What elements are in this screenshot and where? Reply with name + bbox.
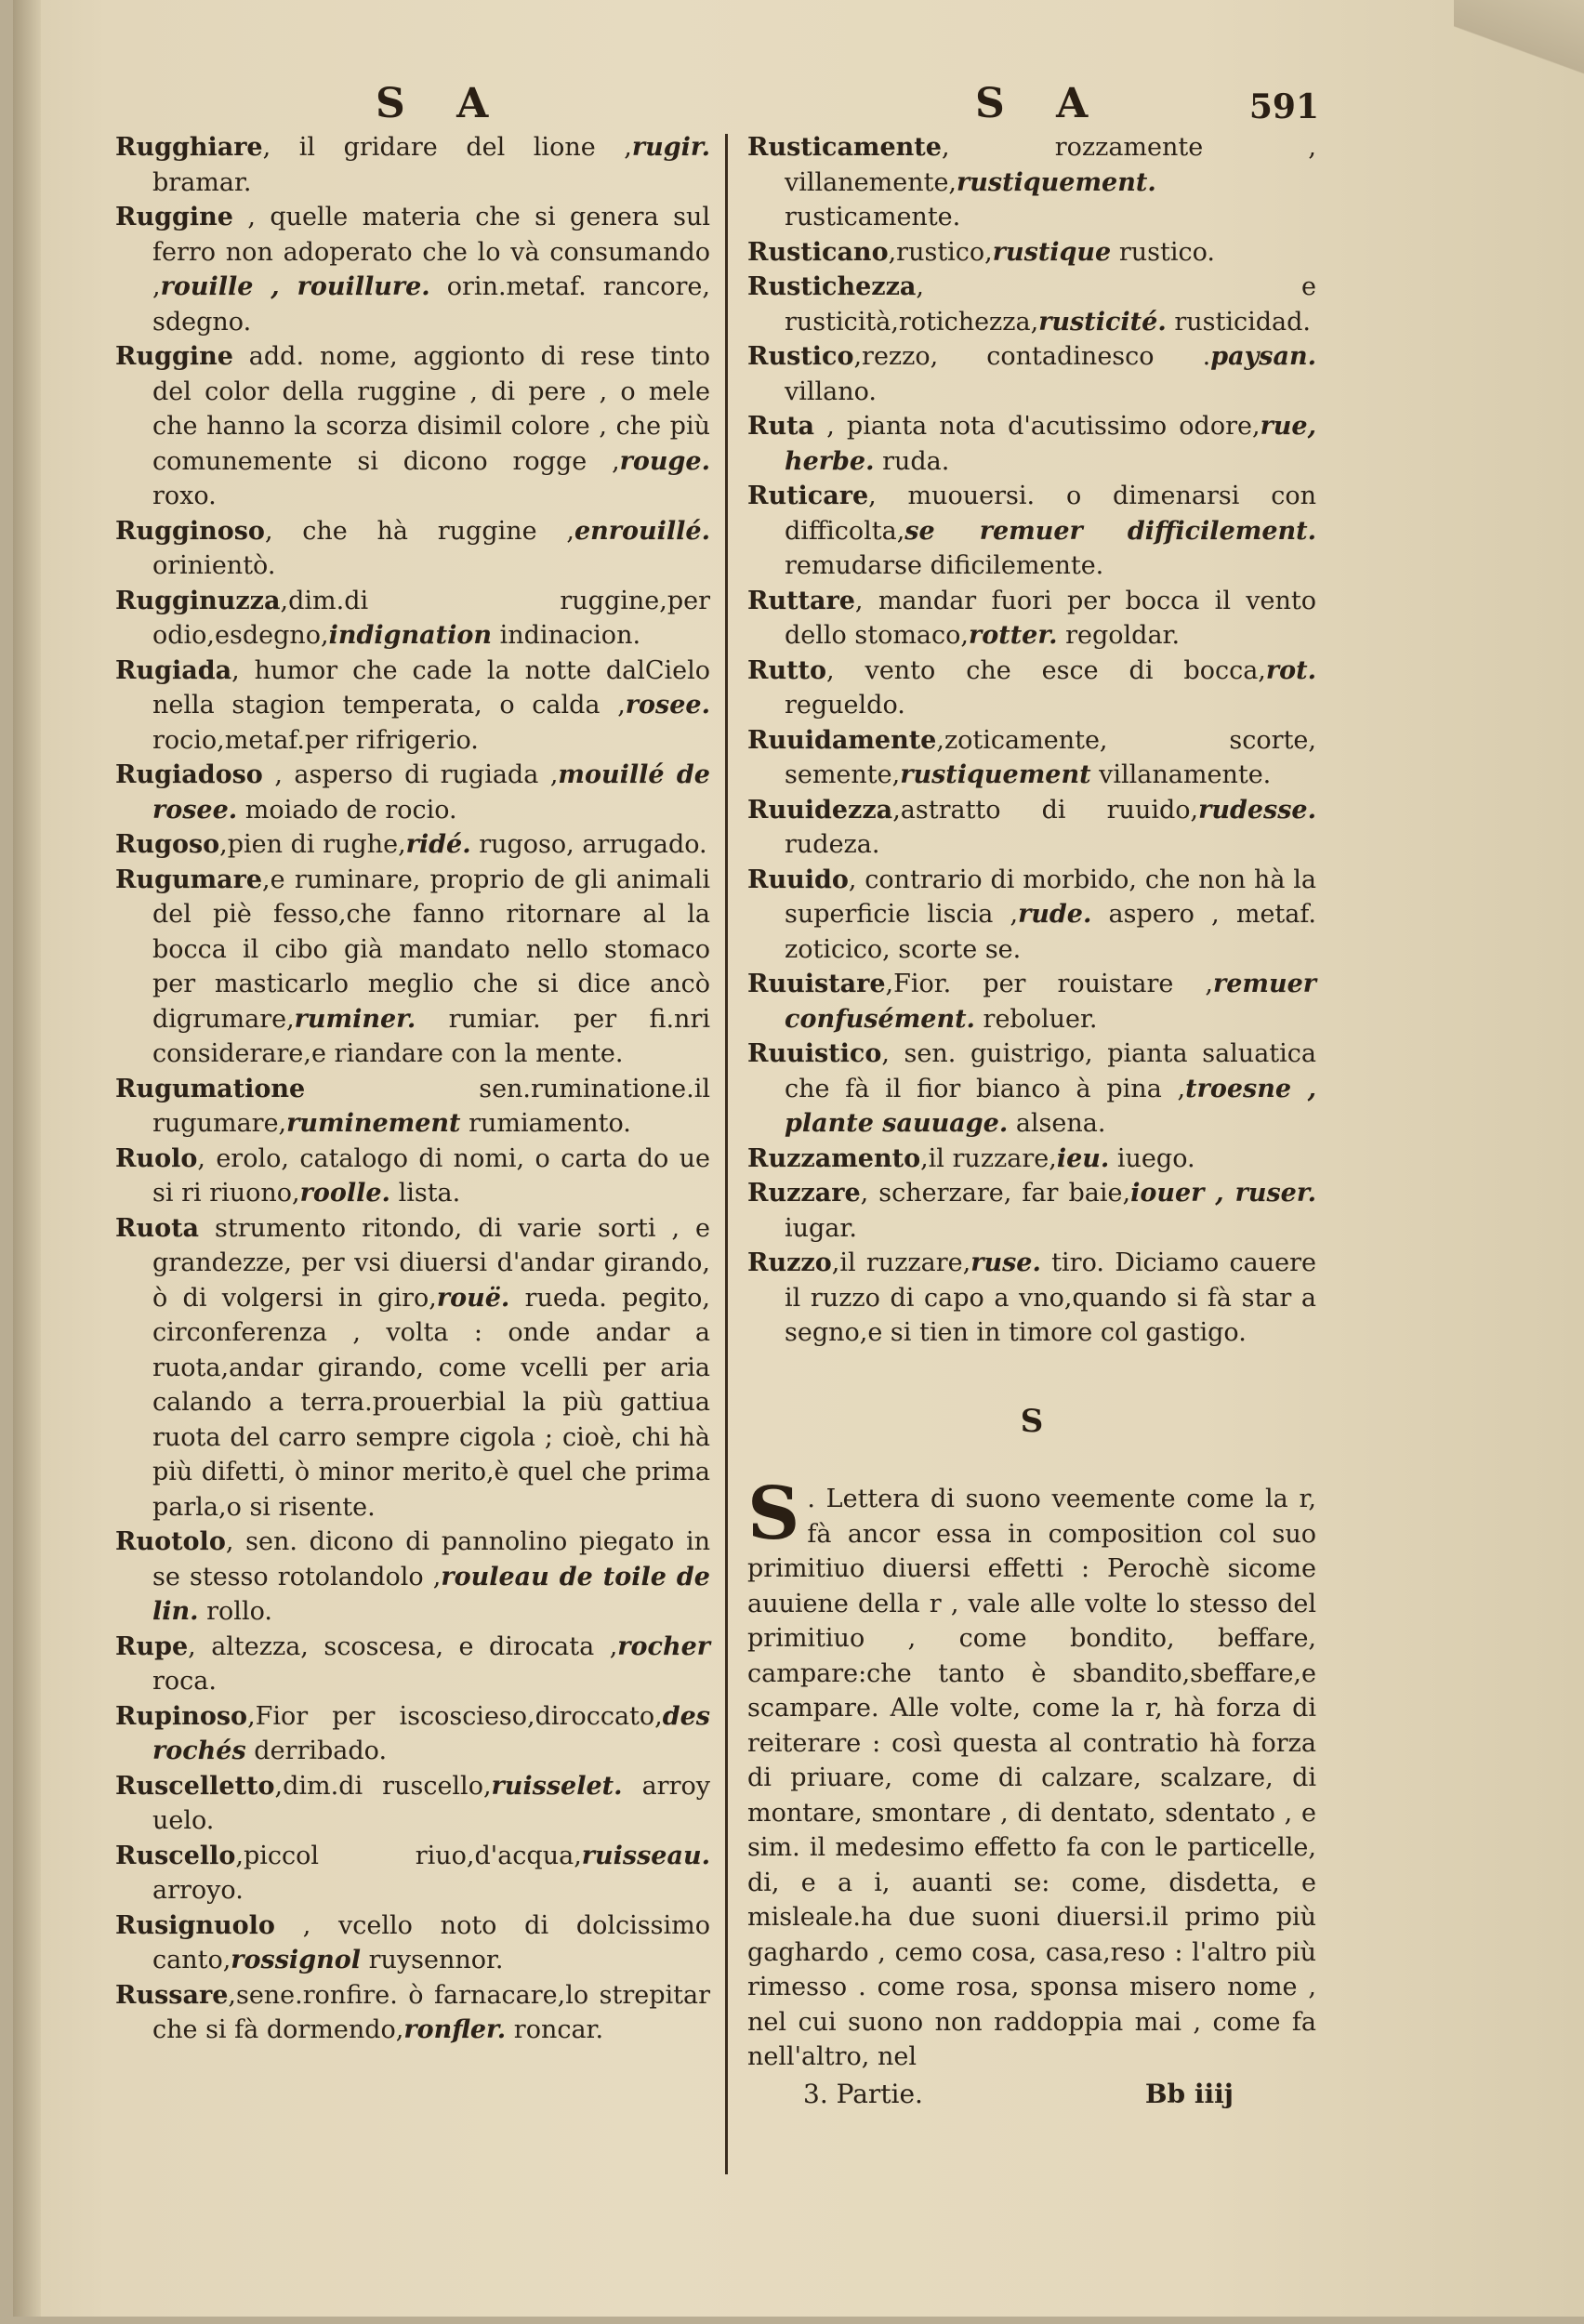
page-number: 591 xyxy=(1248,87,1319,126)
french-equivalent: rosee. xyxy=(625,691,710,720)
entry-definition: rocio,metaf.per rifrigerio. xyxy=(152,725,479,755)
french-equivalent: ruminer. xyxy=(294,1004,416,1034)
entry-definition: , vento che esce di bocca, xyxy=(826,655,1266,685)
entry-definition: , humor che cade la notte dalCielo nella stagion temperata, o calda , xyxy=(152,655,710,720)
french-equivalent: ruse. xyxy=(970,1248,1041,1277)
entry-headword: Rutto xyxy=(747,655,827,685)
french-equivalent: ruminement xyxy=(286,1109,461,1138)
dictionary-entry xyxy=(115,1072,710,1142)
entry-definition: , altezza, scoscesa, e dirocata , xyxy=(188,1631,618,1661)
entry-headword: Rusignuolo xyxy=(115,1910,275,1940)
french-equivalent: rue, herbe. xyxy=(785,412,1316,476)
entry-definition: ,astratto di ruuido, xyxy=(892,795,1199,825)
entry-definition: orin.metaf. rancore, sdegno. xyxy=(152,272,710,337)
entry-definition: rumiar. per fi.nri considerare,e riandare con la mente. xyxy=(152,1004,710,1068)
entry-headword: Ruscelletto xyxy=(115,1771,275,1801)
dictionary-entry xyxy=(747,723,1316,793)
binding-gutter xyxy=(13,0,41,2317)
entry-definition: , scherzare, far baie, xyxy=(860,1179,1131,1208)
entry-headword: Ruzzare xyxy=(747,1179,861,1208)
entry-definition: indinacion. xyxy=(499,621,641,650)
entry-headword: Ruota xyxy=(115,1213,200,1243)
section-heading: S xyxy=(1020,1402,1044,1440)
french-equivalent: rouille , rouillure. xyxy=(160,272,430,301)
folded-corner xyxy=(1454,0,1584,74)
french-equivalent: troesne , plante sauuage. xyxy=(785,1074,1316,1138)
signature-mark: Bb iiij xyxy=(1144,2078,1234,2109)
entry-definition: , rozzamente , villanemente, xyxy=(785,133,1316,197)
dictionary-entry xyxy=(115,1978,710,2048)
french-equivalent: remuer confusément. xyxy=(785,970,1316,1034)
french-equivalent: rude. xyxy=(1018,900,1092,929)
dictionary-entry xyxy=(115,1142,710,1211)
entry-definition: , erolo, catalogo di nomi, o carta do ue si ri riuono, xyxy=(152,1143,710,1208)
page-footer xyxy=(747,2077,1316,2112)
entry-definition: bramar. xyxy=(152,167,252,197)
dictionary-entry xyxy=(747,793,1316,863)
dictionary-entry xyxy=(115,1699,710,1769)
french-equivalent: indignation xyxy=(328,621,493,650)
entry-definition: ,rustico, xyxy=(888,237,993,267)
part-label: 3. Partie. xyxy=(803,2078,923,2109)
french-equivalent: iouer , ruser. xyxy=(1130,1179,1316,1208)
entry-definition: , vcello noto di dolcissimo canto, xyxy=(152,1910,710,1974)
entry-definition: rudeza. xyxy=(785,830,880,859)
entry-headword: Rugghiare xyxy=(115,133,263,162)
dictionary-entry xyxy=(747,1176,1316,1246)
entry-definition: , contrario di morbido, che non hà la superficie liscia , xyxy=(785,865,1316,929)
entry-definition: , mandar fuori per bocca il vento dello stomaco, xyxy=(785,586,1316,650)
entry-headword: Ruuidamente xyxy=(747,725,937,755)
dictionary-entry xyxy=(747,409,1316,479)
dictionary-entry xyxy=(115,1908,710,1978)
entry-definition: ,il ruzzare, xyxy=(920,1143,1057,1173)
entry-headword: Ruolo xyxy=(115,1143,198,1173)
entry-definition: strumento ritondo, di varie sorti , e grandezze, per vsi diuersi d'andar girando, ò di volgersi in giro, xyxy=(152,1213,710,1313)
description-text: . Lettera di suono veemente come la r, fà ancor essa in composition col suo primitiuo diuersi effetti : Perochè sicome auuiene della r , vale alle volte lo stesso del primitiuo , come bondito, beffare, campare:che tanto è sbandito,sbeffare,e scampare. Alle volte, come la r, hà forza di reiterare : così questa al contratio hà forza di priuare, come di calzare, scalzare, di montare, smontare , di dentato, sdentato , e sim. il medesimo effetto fa con le particelle, di, e a i, auanti se: come, disdetta, e misleale.ha due suoni diuersi.il primo più gaghardo , cemo cosa, casa,reso : l'altro più rimesso . come rosa, sponsa misero nome , nel cui suono non raddoppia mai , come fa nell'altro, nel xyxy=(747,1485,1316,2071)
entry-definition: , che hà ruggine , xyxy=(264,516,574,546)
entry-definition: ,il ruzzare, xyxy=(831,1248,971,1277)
entry-headword: Rugumare xyxy=(115,865,263,894)
entry-definition: ,e ruminare, proprio de gli animali del piè fesso,che fanno ritornare al la bocca il cibo già mandato nello stomaco per masticarlo meglio che si dice ancò digrumare, xyxy=(152,865,710,1034)
entry-headword: Ruscello xyxy=(115,1841,236,1870)
entry-headword: Ruggine xyxy=(115,342,233,371)
entry-headword: Ruggine xyxy=(115,203,233,231)
dictionary-entry xyxy=(747,1142,1316,1177)
entry-definition: tiro. Diciamo cauere il ruzzo di capo a vno,quando si fà star a segno,e si tien in timore col gastigo. xyxy=(785,1248,1316,1347)
dictionary-entry xyxy=(747,339,1316,409)
entry-definition: derribado. xyxy=(254,1736,388,1765)
entry-definition: rustico. xyxy=(1118,237,1215,267)
french-equivalent: rustiquement. xyxy=(957,167,1156,197)
entry-definition: rusticidad. xyxy=(1174,307,1311,337)
dictionary-entry xyxy=(115,514,710,584)
dictionary-entry xyxy=(115,1630,710,1699)
entry-definition: rugoso, arrugado. xyxy=(479,830,707,859)
entry-definition: ,dim.di ruggine,per odio,esdegno, xyxy=(152,586,710,650)
entry-definition: regoldar. xyxy=(1065,621,1181,650)
french-equivalent: se remuer difficilement. xyxy=(904,516,1316,546)
entry-headword: Ruta xyxy=(747,412,815,441)
entry-headword: Ruuido xyxy=(747,865,849,894)
french-equivalent: rouge. xyxy=(619,446,710,476)
entry-headword: Ruuistare xyxy=(747,970,886,998)
french-equivalent: rugir. xyxy=(631,133,710,162)
entry-definition: ,sene.ronfire. ò farnacare,lo strepitar che si fà dormendo, xyxy=(152,1980,710,2044)
dictionary-entry xyxy=(115,584,710,654)
entry-definition: rumiamento. xyxy=(469,1109,631,1138)
dictionary-entry xyxy=(747,479,1316,584)
entry-definition: alsena. xyxy=(1015,1109,1106,1138)
french-equivalent: des rochés xyxy=(152,1701,710,1765)
french-equivalent: rouë. xyxy=(436,1283,510,1313)
entry-headword: Ruotolo xyxy=(115,1527,226,1556)
entry-definition: roncar. xyxy=(513,2015,604,2044)
entry-definition: remudarse dificilemente. xyxy=(785,551,1104,580)
entry-definition: roxo. xyxy=(152,482,217,510)
french-equivalent: paysan. xyxy=(1210,342,1316,371)
french-equivalent: rouleau de toile de lin. xyxy=(152,1562,710,1626)
french-equivalent: ieu. xyxy=(1056,1143,1110,1173)
entry-definition: orinientò. xyxy=(152,551,276,580)
dictionary-entry xyxy=(115,827,710,863)
french-equivalent: enrouillé. xyxy=(574,516,710,546)
entry-headword: Rusticamente xyxy=(747,133,942,162)
entry-headword: Ruzzamento xyxy=(747,1143,921,1173)
entry-definition: reboluer. xyxy=(983,1004,1098,1034)
entry-definition: , muouersi. o dimenarsi con difficolta, xyxy=(785,482,1316,546)
entry-definition: regueldo. xyxy=(785,691,905,720)
french-equivalent: rotter. xyxy=(969,621,1058,650)
left-column xyxy=(115,130,710,2048)
entry-definition: , e rusticità,rotichezza, xyxy=(785,272,1316,337)
dictionary-entry xyxy=(115,1211,710,1525)
french-equivalent: rusticité. xyxy=(1038,307,1167,337)
entry-definition: aspero , metaf. zoticico, scorte se. xyxy=(785,900,1316,964)
right-column xyxy=(747,130,1316,2111)
entry-definition: sen.ruminatione.il rugumare, xyxy=(152,1074,710,1138)
entry-definition: ,rezzo, contadinesco . xyxy=(853,342,1211,371)
running-head-right: S A xyxy=(975,80,1107,127)
entry-definition: iugar. xyxy=(785,1213,857,1243)
dictionary-entry xyxy=(115,863,710,1072)
entry-definition: rueda. pegito, circonferenza , volta : onde andar a ruota,andar girando, come vcelli per aria calando a terra.prouerbial la più gattiua ruota del carro sempre cigola ; cioè, chi hà più difetti, ò minor merito,è quel che prima parla,o si risente. xyxy=(152,1283,710,1522)
entry-definition: arroyo. xyxy=(152,1876,244,1905)
entry-headword: Ruuistico xyxy=(747,1039,882,1068)
dictionary-entry xyxy=(747,863,1316,968)
drop-cap: S xyxy=(747,1472,800,1556)
french-equivalent: rudesse. xyxy=(1198,795,1316,825)
entry-headword: Ruticare xyxy=(747,482,869,510)
french-equivalent: rustiquement xyxy=(900,760,1091,789)
entry-definition: rollo. xyxy=(206,1597,272,1626)
french-equivalent: roolle. xyxy=(299,1179,390,1208)
dictionary-entry xyxy=(747,1246,1316,1351)
entry-definition: , sen. guistrigo, pianta saluatica che fà il fior bianco à pina , xyxy=(785,1039,1316,1103)
entry-headword: Rupe xyxy=(115,1631,189,1661)
entry-headword: Rupinoso xyxy=(115,1701,248,1731)
entry-headword: Rugiada xyxy=(115,655,232,685)
dictionary-entry xyxy=(115,1769,710,1839)
dictionary-entry xyxy=(747,130,1316,235)
entry-headword: Ruzzo xyxy=(747,1248,832,1277)
dictionary-entry xyxy=(747,967,1316,1037)
french-equivalent: ridé. xyxy=(405,830,471,859)
entry-definition: , pianta nota d'acutissimo odore, xyxy=(814,412,1261,441)
entry-definition: moiado de rocio. xyxy=(244,795,457,825)
entry-definition: iuego. xyxy=(1116,1143,1195,1173)
french-equivalent: mouillé de rosee. xyxy=(152,760,710,825)
entry-definition: ,zoticamente, scorte, semente, xyxy=(785,725,1316,789)
column-rule xyxy=(725,134,728,2174)
entry-definition: , asperso di rugiada , xyxy=(262,760,559,789)
entry-definition: add. nome, aggionto di rese tinto del color della ruggine , di pere , o mele che hanno la scorza disimil colore , che più comunemente si dicono rogge , xyxy=(152,342,710,476)
dictionary-entry xyxy=(115,1839,710,1908)
entry-headword: Rusticano xyxy=(747,237,889,267)
entry-definition: lista. xyxy=(398,1179,461,1208)
entry-definition: ,dim.di ruscello, xyxy=(274,1771,492,1801)
french-equivalent: ruisselet. xyxy=(491,1771,623,1801)
dictionary-entry xyxy=(747,235,1316,271)
page xyxy=(13,0,1584,2317)
entry-definition: rusticamente. xyxy=(785,203,961,231)
dictionary-entry xyxy=(747,654,1316,723)
entry-definition: ,Fior. per rouistare , xyxy=(885,970,1213,998)
entry-definition: , sen. dicono di pannolino piegato in se stesso rotolandolo , xyxy=(152,1527,710,1591)
entry-headword: Rustichezza xyxy=(747,272,917,301)
entry-definition: , quelle materia che si genera sul ferro non adoperato che lo và consumando , xyxy=(152,203,710,301)
dictionary-entry xyxy=(747,270,1316,339)
running-head-left: S A xyxy=(376,80,508,127)
dictionary-entry xyxy=(115,654,710,759)
dictionary-entry xyxy=(747,584,1316,654)
right-entries xyxy=(747,130,1316,1351)
entry-headword: Rugiadoso xyxy=(115,760,263,789)
entry-headword: Rugoso xyxy=(115,830,220,859)
dictionary-entry xyxy=(747,1037,1316,1142)
dictionary-entry xyxy=(115,339,710,514)
dictionary-entry xyxy=(115,130,710,200)
french-equivalent: ronfler. xyxy=(403,2015,507,2044)
entry-headword: Ruttare xyxy=(747,586,855,615)
letter-s-description xyxy=(747,1472,1316,2075)
entry-definition: ,Fior per iscoscieso,diroccato, xyxy=(247,1701,663,1731)
french-equivalent: rot. xyxy=(1265,655,1316,685)
dictionary-entry xyxy=(115,758,710,827)
entry-headword: Rustico xyxy=(747,342,854,371)
entry-definition: ,piccol riuo,d'acqua, xyxy=(235,1841,582,1870)
entry-headword: Russare xyxy=(115,1980,229,2010)
entry-definition: roca. xyxy=(152,1667,217,1696)
entry-definition: ,pien di rughe, xyxy=(219,830,406,859)
entry-headword: Rugginuzza xyxy=(115,586,281,615)
entry-definition: arroy uelo. xyxy=(152,1771,710,1835)
french-equivalent: ruisseau. xyxy=(581,1841,710,1870)
entry-definition: villanamente. xyxy=(1099,760,1272,789)
entry-definition: ruysennor. xyxy=(368,1946,504,1974)
entry-headword: Ruuidezza xyxy=(747,795,893,825)
dictionary-entry xyxy=(115,200,710,339)
entry-headword: Rugginoso xyxy=(115,516,265,546)
french-equivalent: rossignol xyxy=(231,1946,361,1974)
entry-definition: , il gridare del lione , xyxy=(262,133,632,162)
entry-definition: villano. xyxy=(785,376,878,406)
french-equivalent: rustique xyxy=(992,237,1112,267)
french-equivalent: rocher xyxy=(617,1631,710,1661)
entry-headword: Rugumatione xyxy=(115,1074,306,1103)
entry-definition: ruda. xyxy=(882,446,950,476)
dictionary-entry xyxy=(115,1525,710,1630)
